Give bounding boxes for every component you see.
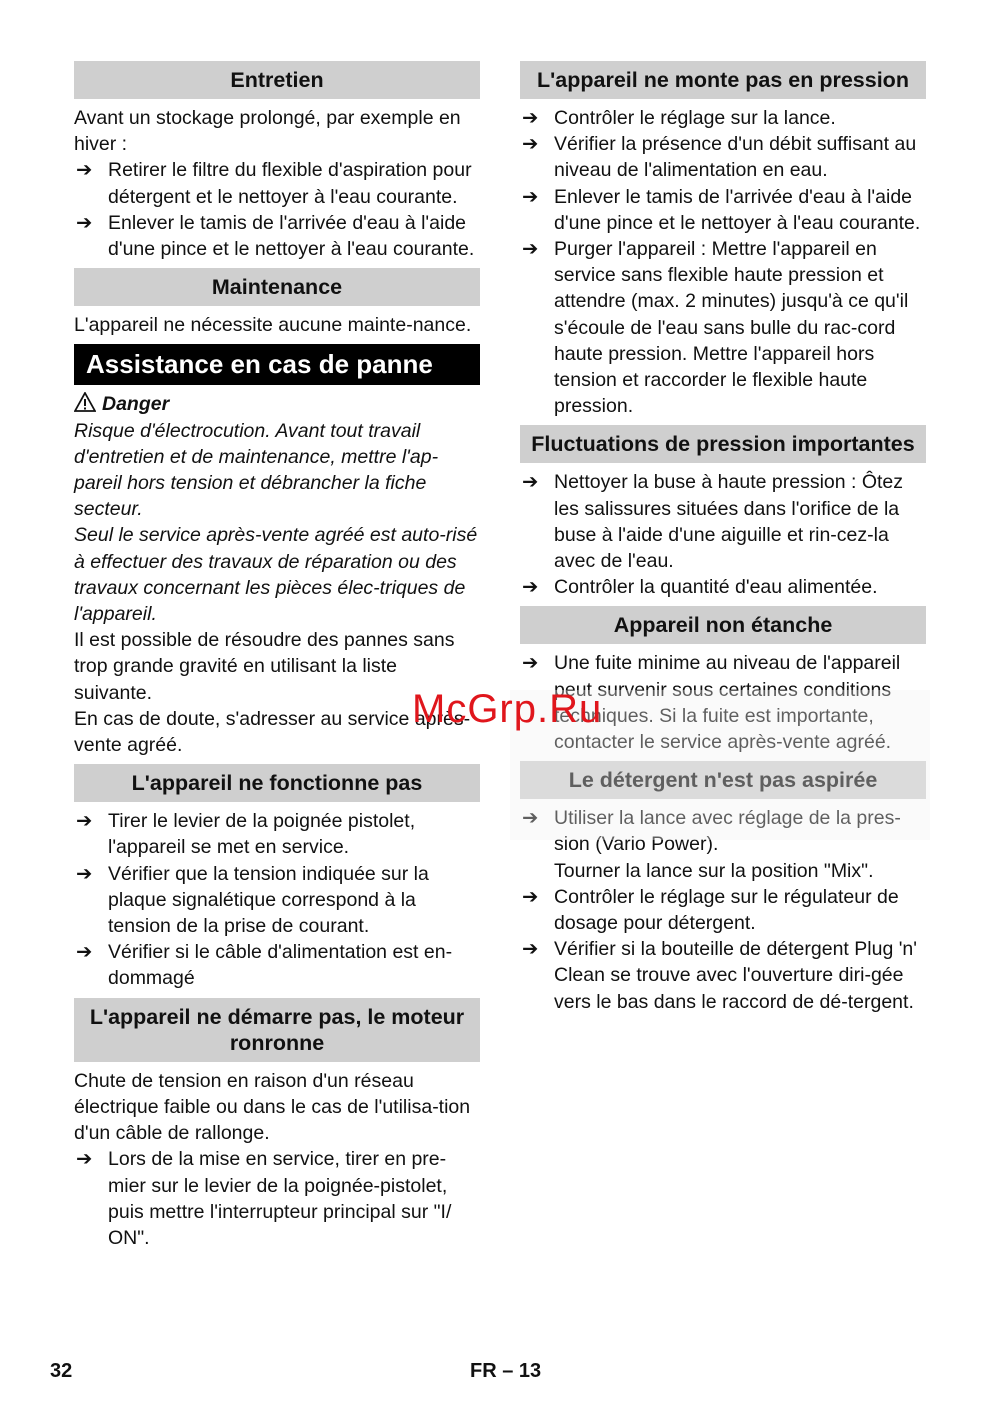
assistance-text-2: En cas de doute, s'adresser au service après-vente agréé. — [74, 707, 471, 757]
list-item: ➔ Utiliser la lance avec réglage de la pres-sion (Vario Power). Tourner la lance sur la position "Mix". — [522, 807, 901, 882]
page-number: 32 — [50, 1360, 73, 1382]
entretien-intro: Avant un stockage prolongé, par exemple en hiver : — [74, 107, 461, 156]
list-item: ➔ Contrôler le réglage sur la lance. — [520, 105, 926, 131]
list-item: ➔ Vérifier que la tension indiquée sur la plaque signalétique correspond à la tension de la prise de courant. — [76, 862, 429, 938]
arrow-right-icon: ➔ — [522, 652, 539, 675]
arrow-right-icon: ➔ — [76, 1148, 93, 1171]
arrow-right-icon: ➔ — [522, 938, 539, 961]
page-code: FR – 13 — [470, 1360, 542, 1382]
arrow-right-icon: ➔ — [76, 941, 93, 964]
list-item: ➔ Une fuite minime au niveau de l'appareil peut survenir sous certaines conditions techniques. Si la fuite est importante, contacter le service après-vente agréé. — [522, 652, 901, 754]
right-column — [520, 61, 926, 1015]
danger-text-2: Seul le service après-vente agréé est auto-risé à effectuer des travaux de réparation ou des travaux concernant les pièces élec-triques de l'appareil. — [74, 524, 478, 626]
section-title-fluctuations: Fluctuations de pression importantes — [520, 425, 926, 463]
chapter-title-assistance: Assistance en cas de panne — [74, 344, 480, 385]
maintenance-text: L'appareil ne nécessite aucune mainte-nance. — [74, 314, 472, 337]
section-title-ne-monte-pas: L'appareil ne monte pas en pression — [520, 61, 926, 99]
arrow-right-icon: ➔ — [522, 885, 539, 908]
list-item: ➔ Nettoyer la buse à haute pression : Ôtez les salissures situées dans l'orifice de la buse à l'aide d'une aiguille et rin-cez-la avec de l'eau. — [522, 471, 904, 573]
list-item: ➔ Vérifier si la bouteille de détergent Plug 'n' Clean se trouve avec l'ouverture diri-gée vers le bas dans le raccord de dé-tergent. — [522, 938, 917, 1013]
arrow-right-icon: ➔ — [522, 807, 539, 830]
arrow-right-icon: ➔ — [76, 159, 93, 182]
section-title-maintenance: Maintenance — [74, 268, 480, 306]
list-item: ➔ Enlever le tamis de l'arrivée d'eau à l'aide d'une pince et le nettoyer à l'eau courante. — [76, 211, 475, 261]
list-item: ➔ Tirer le levier de la poignée pistolet, l'appareil se met en service. — [76, 810, 416, 859]
list-item: ➔ Lors de la mise en service, tirer en pre-mier sur le levier de la poignée-pistolet, puis mettre l'interrupteur principal sur "I/ ON". — [76, 1148, 452, 1249]
left-column — [74, 61, 480, 1251]
arrow-right-icon: ➔ — [76, 810, 93, 833]
arrow-right-icon: ➔ — [522, 185, 539, 208]
arrow-right-icon: ➔ — [522, 238, 539, 261]
section-title-entretien: Entretien — [74, 61, 480, 99]
section-title-non-etanche: Appareil non étanche — [520, 606, 926, 644]
danger-text-1: Risque d'électrocution. Avant tout travail d'entretien et de maintenance, mettre l'ap-pareil hors tension et débrancher la fiche secteur. — [74, 419, 439, 521]
list-item: ➔ Contrôler le réglage sur le régulateur de dosage pour détergent. — [522, 885, 899, 935]
list-item: ➔ Enlever le tamis de l'arrivée d'eau à l'aide d'une pince et le nettoyer à l'eau courante. — [522, 185, 921, 234]
list-item: ➔ Vérifier la présence d'un débit suffisant au niveau de l'alimentation en eau. — [522, 133, 917, 182]
ne-demarre-pas-text: Chute de tension en raison d'un réseau électrique faible ou dans le cas de l'utilisa-tion d'un câble de rallonge. — [74, 1069, 471, 1145]
assistance-text-1: Il est possible de résoudre des pannes sans trop grande gravité en utilisant la liste suivante. — [74, 629, 455, 704]
section-title-ne-demarre-pas: L'appareil ne démarre pas, le moteur ronronne — [74, 998, 480, 1062]
list-item: ➔ Vérifier si le câble d'alimentation est en-dommagé — [76, 941, 453, 990]
list-item: ➔ Purger l'appareil : Mettre l'appareil en service sans flexible haute pression et attendre (max. 2 minutes) jusqu'à ce qu'il s'écoule de l'eau sans bulle du rac-cord haute pression. Mettre l'appareil hors tension et raccorder le flexible haute pression. — [522, 238, 909, 418]
arrow-right-icon: ➔ — [522, 107, 539, 129]
watermark: McGrp.Ru — [412, 687, 603, 731]
danger-label: Danger — [74, 391, 480, 417]
arrow-right-icon: ➔ — [522, 471, 539, 494]
section-title-ne-fonctionne-pas: L'appareil ne fonctionne pas — [74, 764, 480, 802]
section-title-detergent: Le détergent n'est pas aspirée — [520, 761, 926, 799]
arrow-right-icon: ➔ — [522, 576, 539, 599]
arrow-right-icon: ➔ — [76, 862, 93, 885]
arrow-right-icon: ➔ — [522, 133, 539, 156]
list-item: ➔ Retirer le filtre du flexible d'aspiration pour détergent et le nettoyer à l'eau courante. — [76, 159, 472, 208]
arrow-right-icon: ➔ — [76, 211, 93, 234]
warning-triangle-icon — [74, 392, 96, 412]
list-item: ➔ Contrôler la quantité d'eau alimentée. — [520, 574, 926, 600]
